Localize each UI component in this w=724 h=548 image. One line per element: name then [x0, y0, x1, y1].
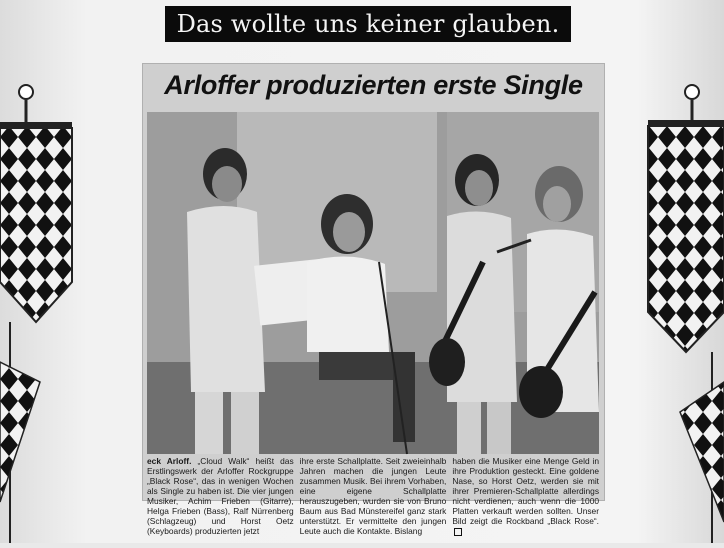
article-dateline: eck Arloff. — [147, 456, 192, 466]
article-column-2 — [299, 456, 447, 536]
article-column-1 — [147, 456, 294, 536]
band-photo — [147, 112, 599, 454]
article-text-3: haben die Musiker eine Menge Geld in ihre Produktion gesteckt. Eine goldene Nase, so Horst Oetz, werden sie mit ihrer Premieren-Schallplatte allerdings nicht verdienen, auch wenn die 1000 Platten verkauft werden sollten. Unser Bild zeigt die Rockband „Black Rose“. — [452, 456, 600, 526]
newspaper-clipping — [143, 64, 604, 536]
end-mark-icon — [454, 528, 462, 536]
pennant-right-icon — [640, 82, 724, 543]
article-column-3 — [452, 456, 600, 526]
article-columns — [147, 456, 600, 536]
article-text-1: „Cloud Walk“ heißt das Erstlingswerk der Arloffer Rockgruppe „Black Rose“, das in wenigen Wochen als Single zu haben ist. Die vier jungen Musiker, Achim Frieben (Gitarre), Helga Frieben (Bass), Ralf Nürrenberg (Schlagzeug) und Horst Oetz (Keyboards) produzierten jetzt — [147, 456, 294, 536]
article-headline: Arloffer produzierten erste Single — [164, 70, 583, 100]
article-text-2: ihre erste Schallplatte. Seit zweieinhalb Jahren machen die jungen Leute zusammen Musik. Bei ihrem Vorhaben, eine eigene Schallplatte herauszugeben, wurden sie von Bruno Baum aus Bad Münstereifel ganz stark unterstützt. Er vermittelte den jungen Leute auch die Kontakte. Bislang — [299, 456, 447, 536]
pennant-left-icon — [0, 82, 84, 543]
banner-title: Das wollte uns keiner glauben. — [165, 6, 571, 42]
